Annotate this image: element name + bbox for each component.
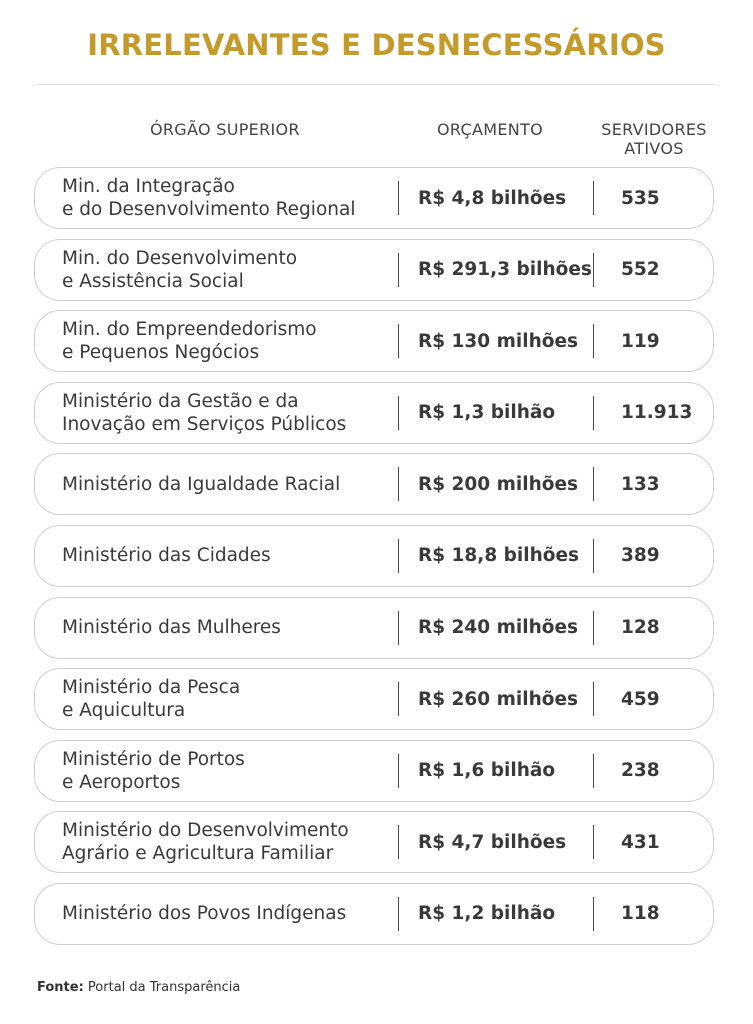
orcamento-cell: R$ 260 milhões: [418, 688, 579, 710]
orgao-cell: Ministério dos Povos Indígenas: [62, 903, 347, 925]
column-separator: [593, 467, 594, 501]
orcamento-cell: R$ 291,3 bilhões: [418, 259, 592, 281]
orcamento-cell: R$ 1,2 bilhão: [418, 903, 556, 925]
servidores-cell: 389: [621, 545, 660, 567]
orcamento-cell: R$ 4,7 bilhões: [418, 831, 567, 853]
orgao-cell: Ministério das Mulheres: [62, 617, 281, 639]
orgao-cell: Min. do Desenvolvimento e Assistência Social: [62, 247, 298, 292]
table-row: [34, 382, 714, 444]
column-separator: [398, 539, 399, 573]
orcamento-cell: R$ 200 milhões: [418, 473, 579, 495]
servidores-cell: 119: [621, 330, 660, 352]
servidores-cell: 238: [621, 760, 660, 782]
column-separator: [398, 181, 399, 215]
column-separator: [398, 324, 399, 358]
orgao-cell: Min. da Integração e do Desenvolvimento Regional: [62, 176, 356, 220]
column-separator: [398, 253, 399, 287]
orgao-cell: Ministério da Gestão e da Inovação em Serviços Públicos: [62, 390, 347, 435]
table-row: [34, 883, 714, 945]
table-row: [34, 167, 714, 229]
title-divider: [37, 84, 715, 85]
source-note: [37, 980, 240, 995]
servidores-cell: 459: [621, 688, 660, 710]
servidores-cell: 128: [621, 617, 660, 639]
table-row: [34, 453, 714, 515]
table-row: [34, 310, 714, 372]
orgao-cell: Ministério das Cidades: [62, 545, 271, 567]
header-orgao: ÓRGÃO SUPERIOR: [150, 120, 300, 139]
table-row: [34, 668, 714, 730]
orcamento-cell: R$ 1,3 bilhão: [418, 402, 556, 424]
orgao-cell: Ministério de Portos e Aeroportos: [62, 748, 245, 793]
orgao-cell: Min. do Empreendedorismo e Pequenos Negócios: [62, 319, 317, 364]
orcamento-cell: R$ 4,8 bilhões: [418, 187, 567, 209]
column-separator: [593, 396, 594, 430]
servidores-cell: 431: [621, 831, 660, 853]
orcamento-cell: R$ 1,6 bilhão: [418, 760, 556, 782]
column-separator: [593, 324, 594, 358]
column-separator: [593, 253, 594, 287]
column-separator: [398, 682, 399, 716]
orcamento-cell: R$ 18,8 bilhões: [418, 545, 580, 567]
column-separator: [593, 682, 594, 716]
column-separator: [398, 897, 399, 931]
servidores-cell: 552: [621, 259, 660, 281]
orcamento-cell: R$ 130 milhões: [418, 330, 579, 352]
servidores-cell: 535: [621, 187, 660, 209]
column-separator: [593, 897, 594, 931]
column-separator: [398, 754, 399, 788]
table-rows: [34, 167, 714, 955]
table-row: [34, 740, 714, 802]
page-title: IRRELEVANTES E DESNECESSÁRIOS: [87, 28, 666, 62]
column-separator: [593, 611, 594, 645]
column-separator: [398, 611, 399, 645]
column-separator: [398, 825, 399, 859]
orgao-cell: Ministério da Igualdade Racial: [62, 473, 341, 495]
column-separator: [593, 825, 594, 859]
table-row: [34, 597, 714, 659]
table-row: [34, 239, 714, 301]
header-servidores: SERVIDORES ATIVOS: [601, 120, 707, 158]
orcamento-cell: R$ 240 milhões: [418, 617, 579, 639]
source-text: Portal da Transparência: [87, 980, 241, 995]
source-label: Fonte:: [37, 980, 84, 995]
table-row: [34, 525, 714, 587]
header-orcamento: ORÇAMENTO: [437, 120, 543, 139]
column-separator: [398, 467, 399, 501]
column-separator: [593, 539, 594, 573]
column-separator: [398, 396, 399, 430]
orgao-cell: Ministério da Pesca e Aquicultura: [62, 677, 241, 722]
column-separator: [593, 754, 594, 788]
column-separator: [593, 181, 594, 215]
servidores-cell: 118: [621, 903, 660, 925]
table-row: [34, 811, 714, 873]
orgao-cell: Ministério do Desenvolvimento Agrário e Agricultura Familiar: [62, 820, 349, 865]
servidores-cell: 133: [621, 473, 660, 495]
servidores-cell: 11.913: [621, 402, 693, 424]
